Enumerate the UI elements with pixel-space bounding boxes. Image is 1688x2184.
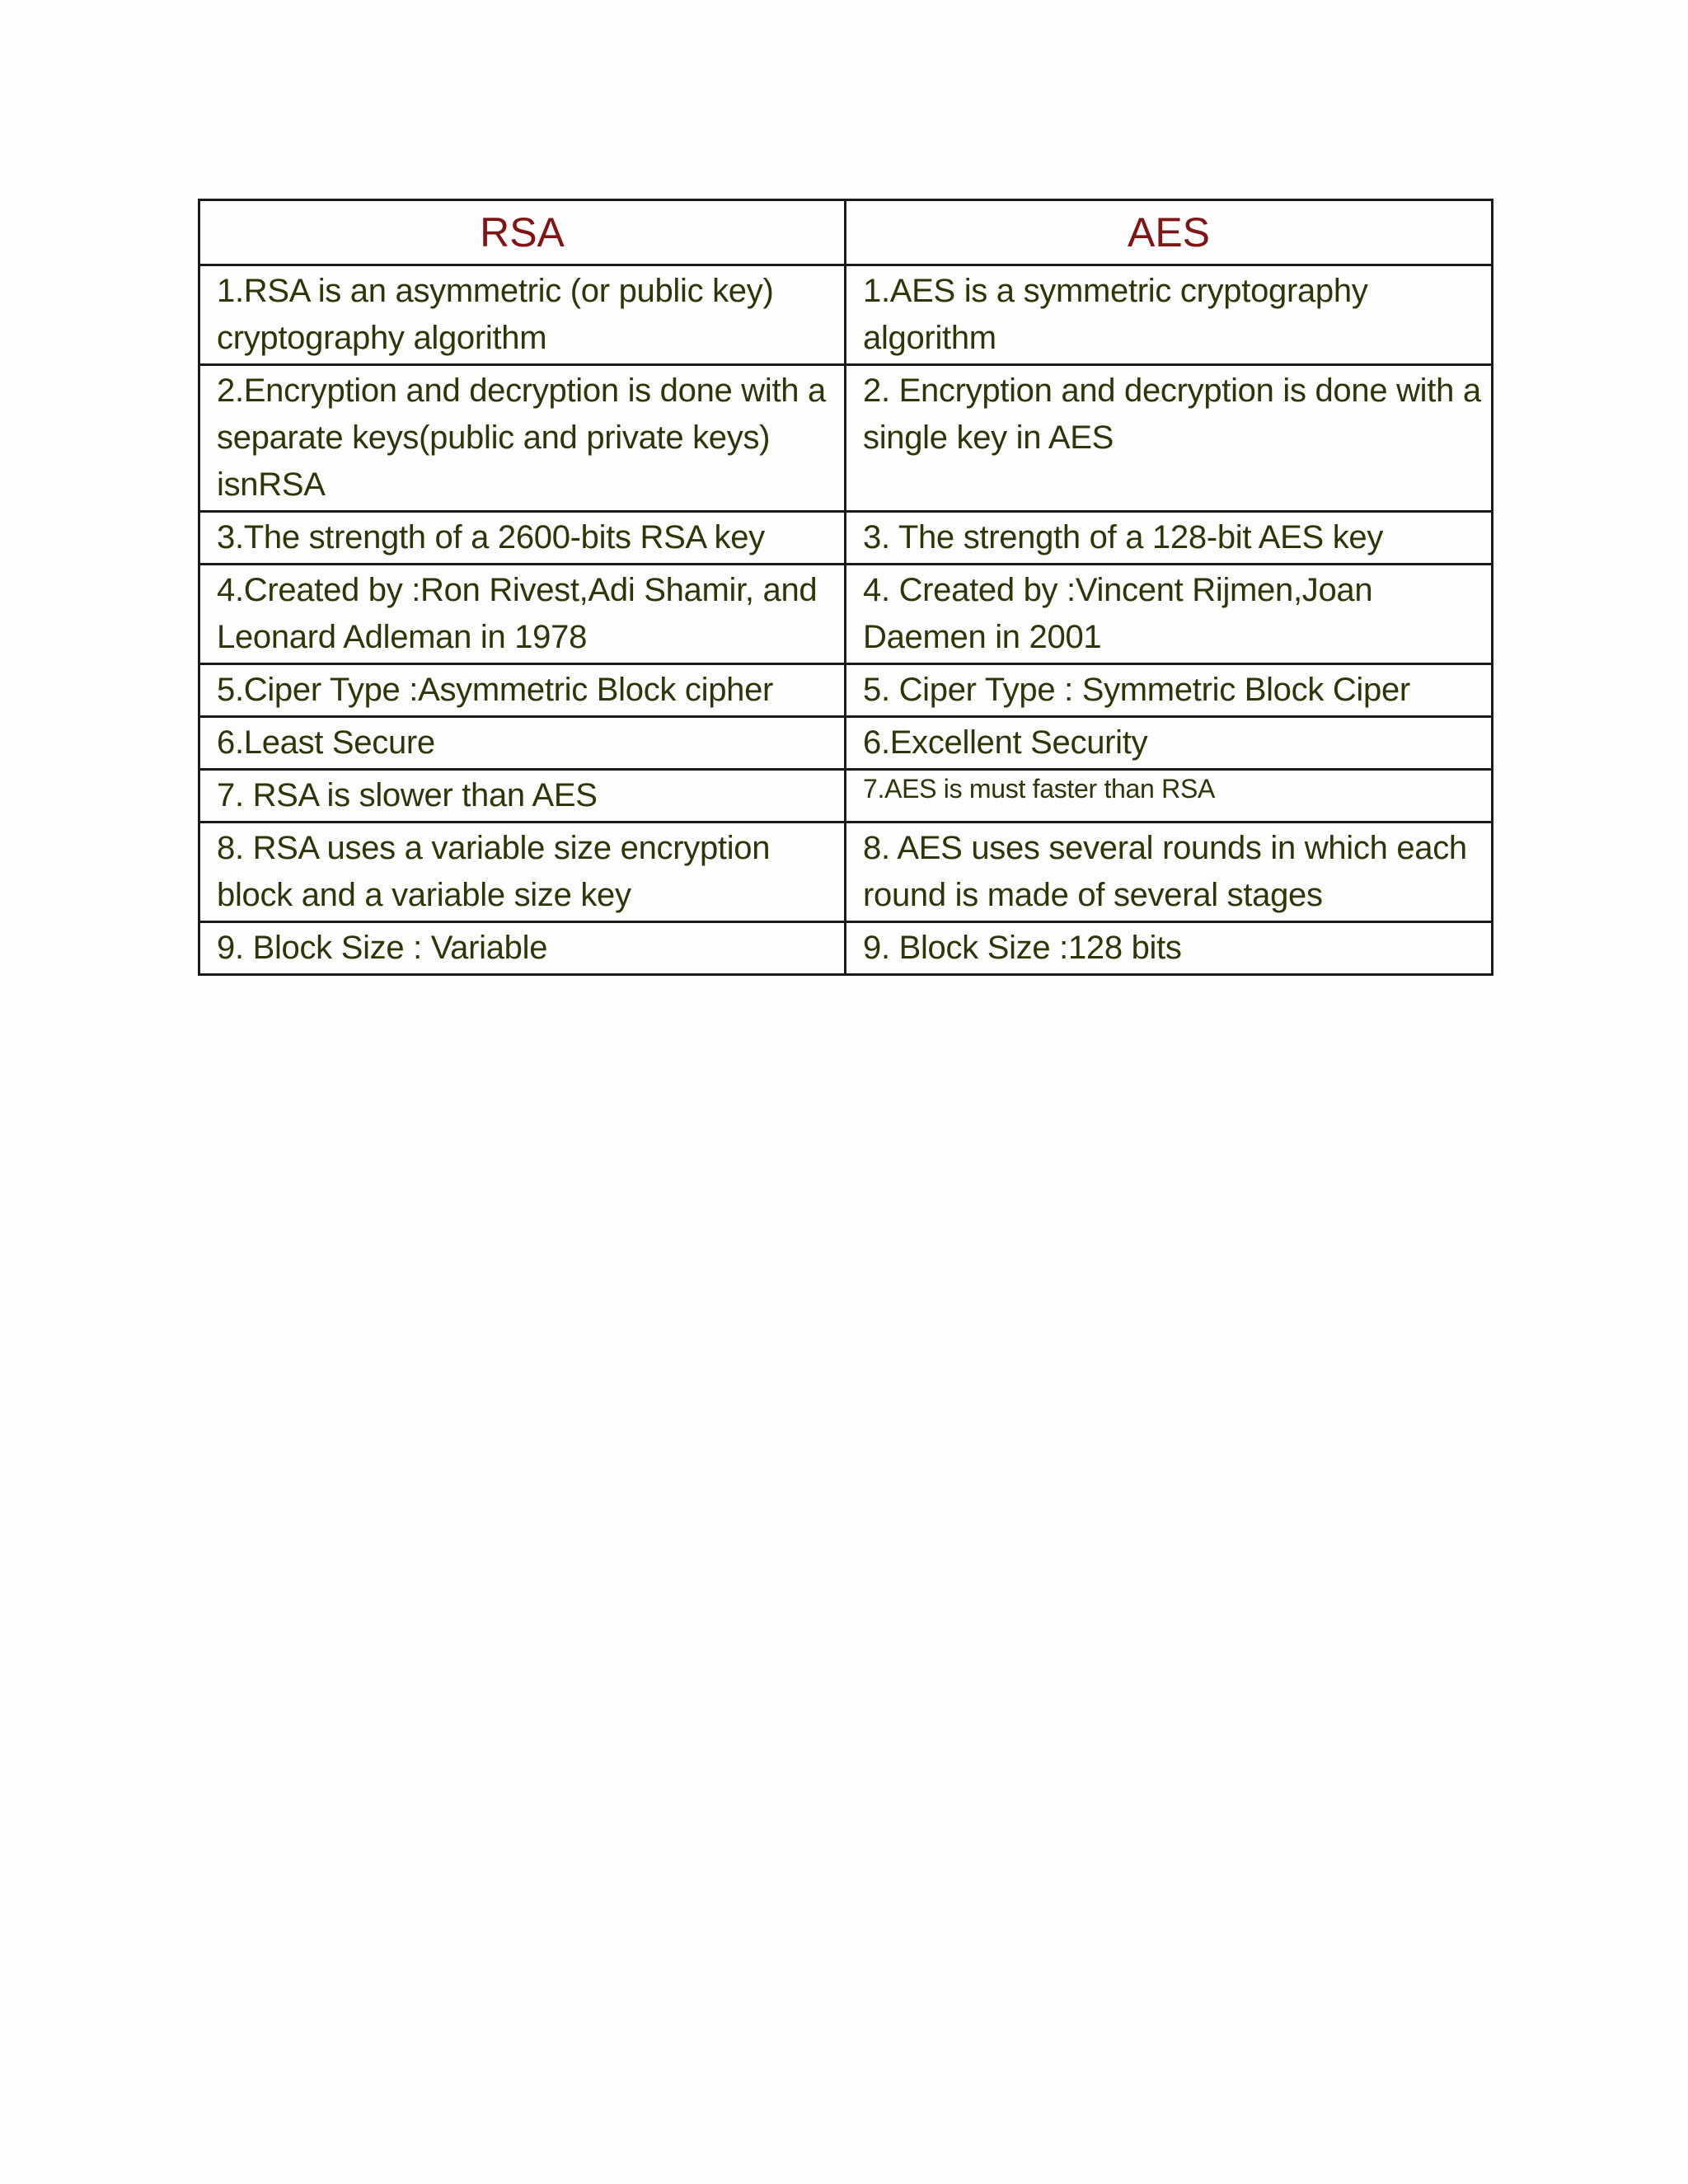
rsa-cell: 2.Encryption and decryption is done with a separate keys(public and private keys) isnRSA (199, 365, 846, 512)
aes-cell: 5. Ciper Type : Symmetric Block Ciper (846, 664, 1493, 717)
table-row (199, 922, 1493, 975)
rsa-cell: 3.The strength of a 2600-bits RSA key (199, 512, 846, 565)
header-row (199, 200, 1493, 265)
aes-cell: 6.Excellent Security (846, 717, 1493, 770)
table-row (199, 664, 1493, 717)
table-row (199, 365, 1493, 512)
header-aes: AES (846, 200, 1493, 265)
table-row (199, 265, 1493, 365)
aes-cell: 7.AES is must faster than RSA (846, 770, 1493, 823)
rsa-cell: 4.Created by :Ron Rivest,Adi Shamir, and Leonard Adleman in 1978 (199, 565, 846, 664)
rsa-aes-comparison-table (198, 199, 1493, 976)
table-row (199, 565, 1493, 664)
aes-cell: 2. Encryption and decryption is done with a single key in AES (846, 365, 1493, 512)
table-row (199, 770, 1493, 823)
rsa-cell: 7. RSA is slower than AES (199, 770, 846, 823)
aes-cell: 8. AES uses several rounds in which each round is made of several stages (846, 823, 1493, 922)
rsa-cell: 6.Least Secure (199, 717, 846, 770)
aes-cell: 3. The strength of a 128-bit AES key (846, 512, 1493, 565)
rsa-cell: 9. Block Size : Variable (199, 922, 846, 975)
aes-cell: 9. Block Size :128 bits (846, 922, 1493, 975)
rsa-cell: 1.RSA is an asymmetric (or public key) cryptography algorithm (199, 265, 846, 365)
table-row (199, 512, 1493, 565)
header-rsa: RSA (199, 200, 846, 265)
aes-cell: 1.AES is a symmetric cryptography algorithm (846, 265, 1493, 365)
rsa-cell: 8. RSA uses a variable size encryption block and a variable size key (199, 823, 846, 922)
table-row (199, 717, 1493, 770)
rsa-cell: 5.Ciper Type :Asymmetric Block cipher (199, 664, 846, 717)
table-row (199, 823, 1493, 922)
aes-cell: 4. Created by :Vincent Rijmen,Joan Daemen in 2001 (846, 565, 1493, 664)
